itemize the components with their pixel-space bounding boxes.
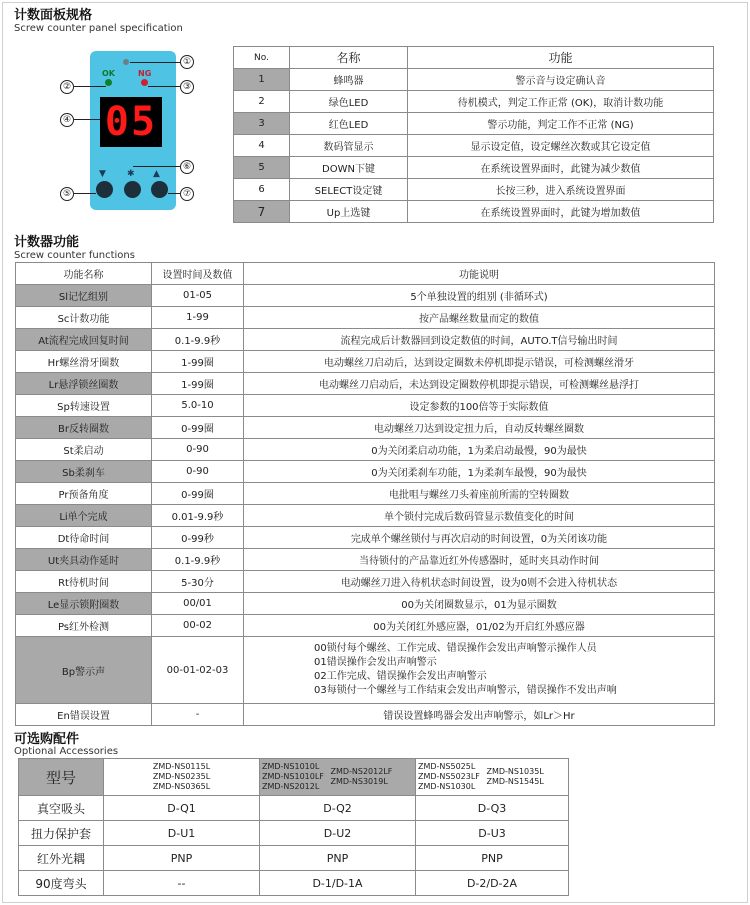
spec-header-name: 名称 bbox=[290, 47, 408, 69]
spec-name: 绿色LED bbox=[290, 91, 408, 113]
accessories-table bbox=[18, 758, 569, 896]
func-value: 5-30分 bbox=[152, 571, 244, 593]
acc-model-name: ZMD-NS1545L bbox=[486, 777, 544, 786]
func-desc: 设定参数的100倍等于实际数值 bbox=[244, 395, 715, 417]
acc-value: D-U1 bbox=[104, 821, 260, 846]
func-name: Sl记忆组别 bbox=[16, 285, 152, 307]
spec-row bbox=[234, 179, 714, 201]
panel-spec-table bbox=[233, 46, 714, 223]
func-row bbox=[16, 549, 715, 571]
acc-row bbox=[19, 796, 569, 821]
acc-model-name: ZMD-NS1010LF bbox=[262, 772, 324, 781]
callout-4: ④ bbox=[60, 113, 74, 127]
func-desc: 5个单独设置的组别 (非循环式) bbox=[244, 285, 715, 307]
ok-label: OK bbox=[102, 69, 115, 78]
func-name: Ps红外检测 bbox=[16, 615, 152, 637]
func-value: 1-99 bbox=[152, 307, 244, 329]
spec-func: 长按三秒，进入系统设置界面 bbox=[408, 179, 714, 201]
func-desc: 电动螺丝刀启动后，未达到设定圈数停机即提示错误，可检测螺丝悬浮打 bbox=[244, 373, 715, 395]
func-desc: 电动螺丝刀进入待机状态时间设置，设为0则不会进入待机状态 bbox=[244, 571, 715, 593]
func-row bbox=[16, 395, 715, 417]
func-desc: 0为关闭柔启动功能，1为柔启动最慢，90为最快 bbox=[244, 439, 715, 461]
func-desc: 0为关闭柔刹车功能，1为柔刹车最慢，90为最快 bbox=[244, 461, 715, 483]
acc-value: -- bbox=[104, 871, 260, 896]
acc-row bbox=[19, 871, 569, 896]
spec-func: 在系统设置界面时，此键为增加数值 bbox=[408, 201, 714, 223]
acc-value: D-U3 bbox=[416, 821, 569, 846]
func-value: 0-99圈 bbox=[152, 483, 244, 505]
func-row bbox=[16, 329, 715, 351]
func-row bbox=[16, 704, 715, 726]
spec-row bbox=[234, 135, 714, 157]
callout-5: ⑤ bbox=[60, 187, 74, 201]
acc-model-name: ZMD-NS0115L bbox=[152, 762, 211, 771]
acc-models-c bbox=[416, 759, 569, 796]
spec-func: 在系统设置界面时，此键为减少数值 bbox=[408, 157, 714, 179]
func-value: 0-90 bbox=[152, 439, 244, 461]
func-value: 0-99圈 bbox=[152, 417, 244, 439]
callout-1: ① bbox=[180, 55, 194, 69]
spec-no: 6 bbox=[234, 179, 290, 201]
counter-panel bbox=[90, 51, 176, 210]
acc-model-name: ZMD-NS1035L bbox=[486, 767, 544, 776]
spec-header-func: 功能 bbox=[408, 47, 714, 69]
func-name: Rt待机时间 bbox=[16, 571, 152, 593]
func-desc: 00为关闭红外感应器，01/02为开启红外感应器 bbox=[244, 615, 715, 637]
func-name: Li单个完成 bbox=[16, 505, 152, 527]
func-row bbox=[16, 285, 715, 307]
func-value: - bbox=[152, 704, 244, 726]
callout-2: ② bbox=[60, 80, 74, 94]
func-desc: 错误设置蜂鸣器会发出声响警示，如Lr＞Hr bbox=[244, 704, 715, 726]
spec-row bbox=[234, 201, 714, 223]
func-value: 0-99秒 bbox=[152, 527, 244, 549]
callout-6: ⑥ bbox=[180, 160, 194, 174]
func-name: Sp转速设置 bbox=[16, 395, 152, 417]
ng-label: NG bbox=[138, 69, 152, 78]
callout-line-1 bbox=[130, 62, 180, 63]
spec-func: 警示音与设定确认音 bbox=[408, 69, 714, 91]
callout-line-7 bbox=[168, 193, 180, 194]
func-header-value: 设置时间及数值 bbox=[152, 263, 244, 285]
func-value: 00-02 bbox=[152, 615, 244, 637]
func-row bbox=[16, 505, 715, 527]
func-name: At流程完成回复时间 bbox=[16, 329, 152, 351]
acc-model-name: ZMD-NS3019L bbox=[330, 777, 388, 786]
spec-no: 5 bbox=[234, 157, 290, 179]
func-value: 0.1-9.9秒 bbox=[152, 329, 244, 351]
acc-value: D-1/D-1A bbox=[260, 871, 416, 896]
callout-line-6 bbox=[133, 166, 180, 167]
up-arrow-icon: ▲ bbox=[153, 169, 160, 179]
func-value: 01-05 bbox=[152, 285, 244, 307]
acc-row-label: 90度弯头 bbox=[19, 871, 104, 896]
buzzer-indicator bbox=[123, 59, 129, 65]
func-name: Ut夹具动作延时 bbox=[16, 549, 152, 571]
func-row bbox=[16, 417, 715, 439]
callout-line-4 bbox=[74, 119, 100, 120]
spec-name: 红色LED bbox=[290, 113, 408, 135]
spec-no: 7 bbox=[234, 201, 290, 223]
segment-display bbox=[100, 97, 162, 147]
acc-model-row bbox=[19, 759, 569, 796]
func-row bbox=[16, 483, 715, 505]
spec-header-no: No. bbox=[234, 47, 290, 69]
func-row bbox=[16, 439, 715, 461]
func-desc: 电批咀与螺丝刀头着座前所需的空转圈数 bbox=[244, 483, 715, 505]
func-value: 1-99圈 bbox=[152, 373, 244, 395]
down-button[interactable] bbox=[96, 181, 113, 198]
func-desc: 00为关闭圈数显示，01为显示圈数 bbox=[244, 593, 715, 615]
spec-row bbox=[234, 69, 714, 91]
callout-line-3 bbox=[148, 86, 180, 87]
acc-model-name: ZMD-NS0365L bbox=[152, 782, 211, 791]
func-desc: 单个锁付完成后数码管显示数值变化的时间 bbox=[244, 505, 715, 527]
func-value: 00-01-02-03 bbox=[152, 637, 244, 704]
func-desc: 当待锁付的产品靠近红外传感器时，延时夹具动作时间 bbox=[244, 549, 715, 571]
acc-value: PNP bbox=[416, 846, 569, 871]
spec-no: 1 bbox=[234, 69, 290, 91]
acc-value: PNP bbox=[260, 846, 416, 871]
acc-value: PNP bbox=[104, 846, 260, 871]
func-name: Dt待命时间 bbox=[16, 527, 152, 549]
func-desc: 按产品螺丝数量而定的数值 bbox=[244, 307, 715, 329]
acc-value: D-U2 bbox=[260, 821, 416, 846]
func-row bbox=[16, 351, 715, 373]
acc-model-name: ZMD-NS5025L bbox=[418, 762, 476, 771]
acc-model-name: ZMD-NS1010L bbox=[262, 762, 320, 771]
func-value: 5.0-10 bbox=[152, 395, 244, 417]
acc-model-name: ZMD-NS5023LF bbox=[418, 772, 480, 781]
func-value: 00/01 bbox=[152, 593, 244, 615]
func-row bbox=[16, 637, 715, 704]
callout-line-2 bbox=[74, 86, 106, 87]
spec-header-row bbox=[234, 47, 714, 69]
acc-model-name: ZMD-NS1030L bbox=[418, 782, 476, 791]
spec-row bbox=[234, 113, 714, 135]
acc-model-name: ZMD-NS0235L bbox=[152, 772, 211, 781]
up-button[interactable] bbox=[151, 181, 168, 198]
acc-value: D-2/D-2A bbox=[416, 871, 569, 896]
acc-model-group bbox=[330, 767, 392, 787]
func-desc: 电动螺丝刀启动后，达到设定圈数未停机即提示错误，可检测螺丝滑牙 bbox=[244, 351, 715, 373]
func-header-desc: 功能说明 bbox=[244, 263, 715, 285]
spec-name: DOWN下键 bbox=[290, 157, 408, 179]
acc-model-name: ZMD-NS2012LF bbox=[330, 767, 393, 776]
acc-row-label: 红外光耦 bbox=[19, 846, 104, 871]
acc-models-a bbox=[104, 759, 260, 796]
acc-row-label: 真空吸头 bbox=[19, 796, 104, 821]
func-name: En错误设置 bbox=[16, 704, 152, 726]
func-name: Sc计数功能 bbox=[16, 307, 152, 329]
func-name: Le显示锁附圈数 bbox=[16, 593, 152, 615]
func-header-name: 功能名称 bbox=[16, 263, 152, 285]
select-button[interactable] bbox=[124, 181, 141, 198]
callout-7: ⑦ bbox=[180, 187, 194, 201]
functions-table bbox=[15, 262, 715, 726]
func-row bbox=[16, 373, 715, 395]
func-name: Br反转圈数 bbox=[16, 417, 152, 439]
acc-models-b bbox=[260, 759, 416, 796]
func-desc: 完成单个螺丝锁付与再次启动的时间设置，0为关闭该功能 bbox=[244, 527, 715, 549]
spec-func: 显示设定值，设定螺丝次数或其它设定值 bbox=[408, 135, 714, 157]
spec-func: 待机模式，判定工作正常 (OK)，取消计数功能 bbox=[408, 91, 714, 113]
display-value: 05 bbox=[104, 99, 158, 145]
functions-section-title: 计数器功能 bbox=[14, 235, 80, 250]
func-row bbox=[16, 461, 715, 483]
acc-model-name: ZMD-NS2012L bbox=[262, 782, 320, 791]
acc-value: D-Q3 bbox=[416, 796, 569, 821]
acc-row bbox=[19, 846, 569, 871]
func-header-row bbox=[16, 263, 715, 285]
functions-section-subtitle: Screw counter functions bbox=[14, 250, 135, 261]
acc-model-label: 型号 bbox=[19, 759, 104, 796]
func-desc-line: 03每锁付一个螺丝与工作结束会发出声响警示，错误操作不发出声响 bbox=[314, 685, 617, 696]
spec-name: 蜂鸣器 bbox=[290, 69, 408, 91]
func-name: St柔启动 bbox=[16, 439, 152, 461]
spec-no: 2 bbox=[234, 91, 290, 113]
acc-value: D-Q1 bbox=[104, 796, 260, 821]
func-desc-line: 00锁付每个螺丝、工作完成、错误操作会发出声响警示操作人员 bbox=[314, 643, 597, 654]
acc-model-group bbox=[262, 762, 324, 792]
select-star-icon: ✱ bbox=[127, 169, 135, 179]
func-row bbox=[16, 527, 715, 549]
spec-no: 4 bbox=[234, 135, 290, 157]
down-arrow-icon: ▼ bbox=[99, 169, 106, 179]
callout-line-5 bbox=[74, 193, 96, 194]
func-row bbox=[16, 593, 715, 615]
func-name: Sb柔刹车 bbox=[16, 461, 152, 483]
acc-model-group bbox=[486, 767, 543, 787]
func-desc: 电动螺丝刀达到设定扭力后，自动反转螺丝圈数 bbox=[244, 417, 715, 439]
acc-row-label: 扭力保护套 bbox=[19, 821, 104, 846]
acc-value: D-Q2 bbox=[260, 796, 416, 821]
func-value: 1-99圈 bbox=[152, 351, 244, 373]
accessories-section-title: 可选购配件 bbox=[14, 732, 80, 747]
spec-row bbox=[234, 91, 714, 113]
func-name: Pr预备角度 bbox=[16, 483, 152, 505]
spec-func: 警示功能，判定工作不正常 (NG) bbox=[408, 113, 714, 135]
func-row bbox=[16, 307, 715, 329]
acc-row bbox=[19, 821, 569, 846]
func-desc: 流程完成后计数器回到设定数值的时间，AUTO.T信号输出时间 bbox=[244, 329, 715, 351]
spec-name: 数码管显示 bbox=[290, 135, 408, 157]
func-value: 0-90 bbox=[152, 461, 244, 483]
spec-row bbox=[234, 157, 714, 179]
panel-section-title: 计数面板规格 bbox=[14, 8, 93, 23]
panel-section-subtitle: Screw counter panel specification bbox=[14, 23, 183, 34]
func-row bbox=[16, 571, 715, 593]
red-led bbox=[141, 79, 148, 86]
func-name: Hr螺丝滑牙圈数 bbox=[16, 351, 152, 373]
func-desc-line: 02工作完成、错误操作会发出声响警示 bbox=[314, 671, 487, 682]
func-value: 0.01-9.9秒 bbox=[152, 505, 244, 527]
func-desc-line: 01错误操作会发出声响警示 bbox=[314, 657, 437, 668]
spec-name: Up上选键 bbox=[290, 201, 408, 223]
acc-model-group bbox=[418, 762, 480, 792]
green-led bbox=[105, 79, 112, 86]
func-name: Lr悬浮锁丝圈数 bbox=[16, 373, 152, 395]
spec-name: SELECT设定键 bbox=[290, 179, 408, 201]
spec-no: 3 bbox=[234, 113, 290, 135]
func-value: 0.1-9.9秒 bbox=[152, 549, 244, 571]
func-desc-multiline bbox=[244, 637, 715, 704]
func-name: Bp警示声 bbox=[16, 637, 152, 704]
accessories-section-subtitle: Optional Accessories bbox=[14, 746, 119, 757]
callout-3: ③ bbox=[180, 80, 194, 94]
func-row bbox=[16, 615, 715, 637]
